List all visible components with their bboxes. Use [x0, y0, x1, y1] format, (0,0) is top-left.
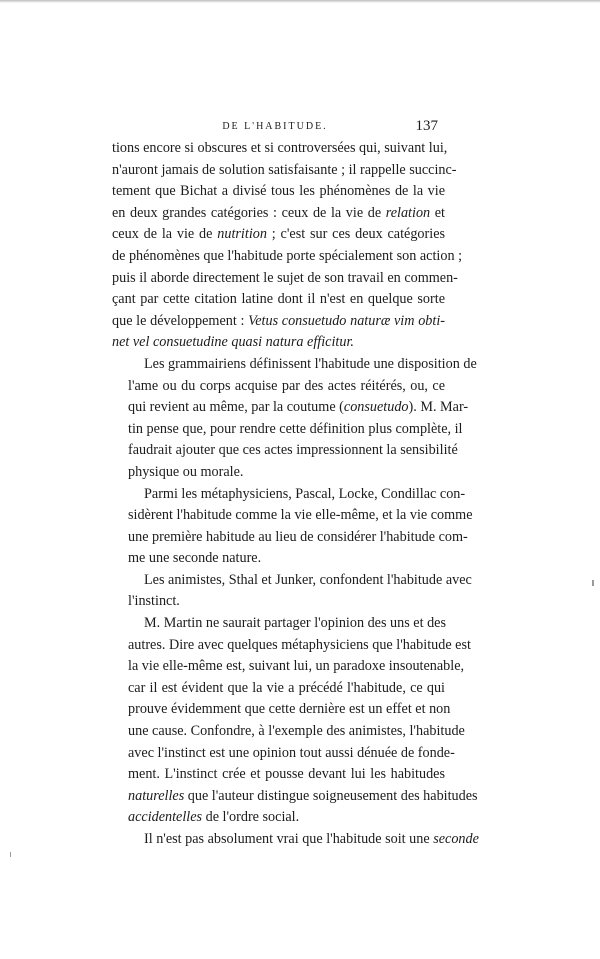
scan-speck [592, 580, 594, 586]
italic-run: Vetus consuetudo naturæ vim obti- [248, 312, 445, 329]
paragraph [112, 570, 472, 613]
paragraph [112, 484, 473, 570]
italic-run: relation [385, 204, 431, 221]
paragraph [112, 613, 478, 829]
text-run: l'instinct. [128, 593, 180, 610]
text-line [112, 181, 445, 203]
text-line [112, 138, 448, 160]
text-run: puis il aborde directement le sujet de son travail en commen- [112, 269, 458, 286]
scan-top-edge [0, 0, 600, 3]
text-run: ; c'est sur ces deux catégories [266, 226, 446, 243]
text-line [112, 484, 466, 506]
text-run: sidèrent l'habitude comme la vie elle-même, et la vie comme [128, 507, 473, 524]
text-line [112, 440, 458, 462]
text-run: ). M. Mar- [408, 399, 469, 416]
text-line [112, 354, 477, 376]
text-line [112, 268, 458, 290]
text-run: ment. L'instinct crée et pousse devant lui les habitudes [128, 766, 445, 783]
italic-run: seconde [433, 831, 479, 847]
text-run: une première habitude au lieu de considérer l'habitude com- [128, 528, 468, 545]
text-run: prouve évidemment que cette dernière est un effet et non [128, 701, 451, 718]
text-run: physique ou morale. [128, 463, 244, 480]
text-line [112, 332, 445, 354]
text-line [112, 635, 471, 657]
text-line [112, 613, 445, 635]
text-run: tin pense que, pour rendre cette définition plus complète, il [128, 420, 463, 437]
text-run: et [430, 204, 445, 221]
text-run: M. Martin ne saurait partager l'opinion des uns et des [144, 615, 446, 632]
text-line [112, 311, 445, 333]
text-run: Parmi les métaphysiciens, Pascal, Locke, Condillac con- [144, 485, 466, 502]
text-run: çant par cette citation latine dont il n'est en quelque sorte [112, 291, 445, 308]
page-header [112, 118, 438, 140]
text-line [112, 570, 472, 592]
scan-speck [10, 852, 11, 857]
text-line [112, 591, 445, 613]
text-line [112, 527, 468, 549]
text-line [112, 397, 469, 419]
text-run: de l'ordre social. [202, 809, 300, 826]
text-line [112, 160, 457, 182]
text-line [112, 376, 445, 398]
text-line [112, 548, 445, 570]
text-run: car il est évident que la vie a précédé l'habitude, ce qui [128, 679, 445, 696]
paragraph [112, 829, 479, 851]
italic-run: consuetudo [343, 399, 409, 416]
text-line [112, 829, 479, 851]
text-run: en deux grandes catégories : ceux de la vie de [112, 204, 386, 221]
text-run: que l'auteur distingue soigneusement des habitudes [184, 787, 478, 804]
text-run: l'ame ou du corps acquise par des actes réitérés, ou, ce [128, 377, 445, 394]
text-run: Les animistes, Sthal et Junker, confondent l'habitude avec [144, 571, 472, 588]
text-run: faudrait ajouter que ces actes impressionnent la sensibilité [128, 442, 458, 459]
italic-run: nutrition [217, 226, 267, 243]
text-line [112, 678, 445, 700]
text-line [112, 224, 445, 246]
text-run: que le développement : [112, 312, 249, 329]
page-number: 137 [415, 118, 438, 134]
text-run: autres. Dire avec quelques métaphysiciens que l'habitude est [128, 636, 471, 653]
text-line [112, 786, 478, 808]
text-run: Il n'est pas absolument vrai que l'habitude soit une [144, 831, 434, 847]
text-run: me une seconde nature. [128, 550, 262, 567]
text-run: qui revient au même, par la coutume ( [128, 399, 344, 416]
paragraph [112, 354, 477, 484]
text-line [112, 721, 465, 743]
text-run: la vie elle-même est, suivant lui, un paradoxe insoutenable, [128, 658, 465, 675]
paragraph [112, 138, 463, 354]
text-run: de phénomènes que l'habitude porte spécialement son action ; [112, 247, 463, 264]
text-run: tement que Bichat a divisé tous les phénomènes de la vie [112, 183, 445, 200]
text-line [112, 462, 445, 484]
text-line [112, 764, 445, 786]
text-run: n'auront jamais de solution satisfaisante ; il rappelle succinc- [112, 161, 457, 178]
text-run: avec l'instinct est une opinion tout aussi dénuée de fonde- [128, 744, 455, 761]
text-run: une cause. Confondre, à l'exemple des animistes, l'habitude [128, 723, 465, 740]
italic-run: accidentelles [128, 809, 203, 826]
text-line [112, 419, 463, 441]
italic-run: net vel consuetudine quasi natura efficitur. [112, 334, 354, 351]
text-run: Les grammairiens définissent l'habitude une disposition de [144, 355, 477, 372]
text-line [112, 656, 465, 678]
text-line [112, 699, 451, 721]
italic-run: naturelles [128, 787, 185, 804]
text-line [112, 203, 445, 225]
text-line [112, 743, 455, 765]
text-run: tions encore si obscures et si controversées qui, suivant lui, [112, 140, 448, 156]
text-run: ceux de la vie de [112, 226, 218, 243]
running-head: DE L'HABITUDE. [222, 121, 328, 132]
text-line [112, 246, 463, 268]
text-line [112, 505, 473, 527]
body-text [112, 138, 479, 851]
text-line [112, 807, 445, 829]
text-line [112, 289, 445, 311]
